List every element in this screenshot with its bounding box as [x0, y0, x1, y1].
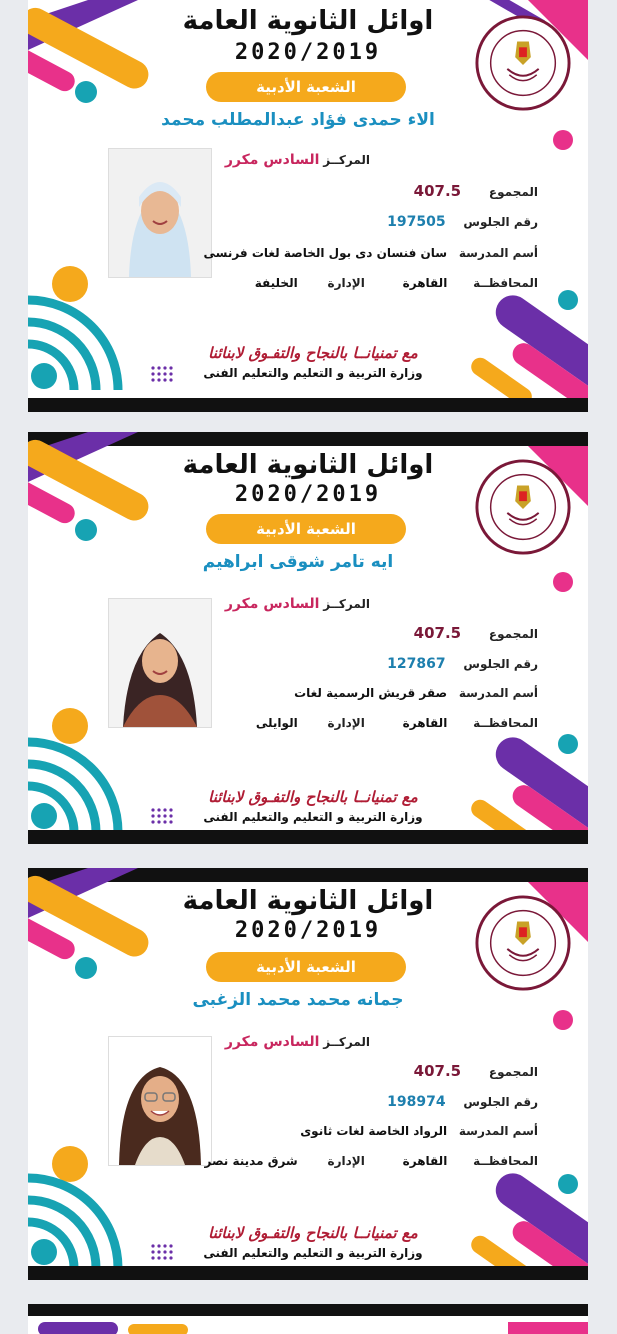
administration-value: شرق مدينة نصر — [204, 1154, 298, 1168]
rank-label: المركــز — [323, 597, 370, 611]
governorate-value: القاهرة — [402, 276, 448, 290]
card-title: اوائل الثانوية العامة — [182, 886, 434, 916]
rank-row — [225, 1034, 370, 1050]
student-name: ايه تامر شوقى ابراهيم — [202, 552, 394, 572]
location-row — [205, 1154, 538, 1168]
branch-badge: الشعبة الأدبية — [206, 72, 406, 102]
honor-card-partial — [28, 1304, 588, 1334]
location-row — [256, 716, 538, 730]
total-value: 407.5 — [413, 1062, 462, 1080]
total-row — [268, 182, 538, 200]
academic-year: 2020/2019 — [234, 482, 382, 507]
rank-row — [225, 596, 370, 612]
student-photo — [108, 148, 212, 278]
total-row — [414, 624, 538, 642]
location-row — [255, 276, 538, 290]
honor-card — [28, 0, 588, 412]
seat-row — [387, 1094, 538, 1110]
rank-row — [225, 152, 370, 168]
administration-label: الإدارة — [327, 716, 365, 730]
ministry-text: وزارة التربية و التعليم والتعليم الفنى — [203, 1246, 423, 1260]
wish-text: مع تمنيانــا بالنجاح والتفـوق لابنائنا — [208, 344, 418, 362]
decorative-shapes — [28, 1304, 588, 1334]
honor-card — [28, 868, 588, 1280]
school-row — [294, 686, 538, 700]
governorate-label: المحافظــة — [473, 1154, 538, 1168]
student-name: الاء حمدى فؤاد عبدالمطلب محمد — [161, 110, 435, 130]
total-label: المجموع — [488, 1065, 538, 1079]
school-label: أسم المدرسة — [458, 1124, 538, 1138]
wish-text: مع تمنيانــا بالنجاح والتفـوق لابنائنا — [208, 788, 418, 806]
card-bottom-bar — [28, 830, 588, 844]
school-value: صقر قريش الرسمية لغات — [294, 686, 448, 700]
branch-badge: الشعبة الأدبية — [206, 514, 406, 544]
seat-value: 198974 — [387, 1094, 446, 1110]
wish-text: مع تمنيانــا بالنجاح والتفـوق لابنائنا — [208, 1224, 418, 1242]
administration-value: الوايلى — [255, 716, 298, 730]
rank-label: المركــز — [323, 153, 370, 167]
academic-year: 2020/2019 — [234, 918, 382, 943]
student-name: جمانه محمد محمد الزغبى — [192, 990, 404, 1010]
academic-year: 2020/2019 — [234, 40, 382, 65]
governorate-label: المحافظــة — [473, 276, 538, 290]
ministry-seal-logo — [474, 458, 572, 556]
total-value: 407.5 — [413, 624, 462, 642]
administration-value: الخليفة — [254, 276, 298, 290]
school-value: سان فنسان دى بول الخاصة لغات فرنسى — [203, 246, 448, 260]
rank-value: السادس مكرر — [224, 1034, 320, 1050]
rank-value: السادس مكرر — [224, 152, 320, 168]
school-row — [203, 246, 538, 260]
total-label: المجموع — [488, 627, 538, 641]
governorate-label: المحافظــة — [473, 716, 538, 730]
total-row — [414, 1062, 538, 1080]
seat-label: رقم الجلوس — [463, 215, 538, 229]
honor-card — [28, 432, 588, 844]
total-value: 407.5 — [413, 182, 462, 200]
school-row — [300, 1124, 538, 1138]
ministry-text: وزارة التربية و التعليم والتعليم الفنى — [203, 810, 423, 824]
ministry-text: وزارة التربية و التعليم والتعليم الفنى — [203, 366, 423, 380]
total-label: المجموع — [488, 185, 538, 199]
card-bottom-bar — [28, 1266, 588, 1280]
student-photo — [108, 1036, 212, 1166]
governorate-value: القاهرة — [402, 716, 448, 730]
ministry-seal-logo — [474, 894, 572, 992]
rank-label: المركــز — [323, 1035, 370, 1049]
school-label: أسم المدرسة — [458, 246, 538, 260]
seat-label: رقم الجلوس — [463, 1095, 538, 1109]
card-title: اوائل الثانوية العامة — [182, 450, 434, 480]
ministry-seal-logo — [474, 14, 572, 112]
administration-label: الإدارة — [327, 276, 365, 290]
seat-row — [387, 656, 538, 672]
seat-label: رقم الجلوس — [463, 657, 538, 671]
seat-value: 127867 — [387, 656, 446, 672]
seat-row — [387, 214, 538, 230]
rank-value: السادس مكرر — [224, 596, 320, 612]
school-label: أسم المدرسة — [458, 686, 538, 700]
card-bottom-bar — [28, 398, 588, 412]
branch-badge: الشعبة الأدبية — [206, 952, 406, 982]
student-photo — [108, 598, 212, 728]
seat-value: 197505 — [387, 214, 446, 230]
card-title: اوائل الثانوية العامة — [182, 6, 434, 36]
governorate-value: القاهرة — [402, 1154, 448, 1168]
school-value: الرواد الخاصة لغات ثانوى — [300, 1124, 448, 1138]
administration-label: الإدارة — [327, 1154, 365, 1168]
